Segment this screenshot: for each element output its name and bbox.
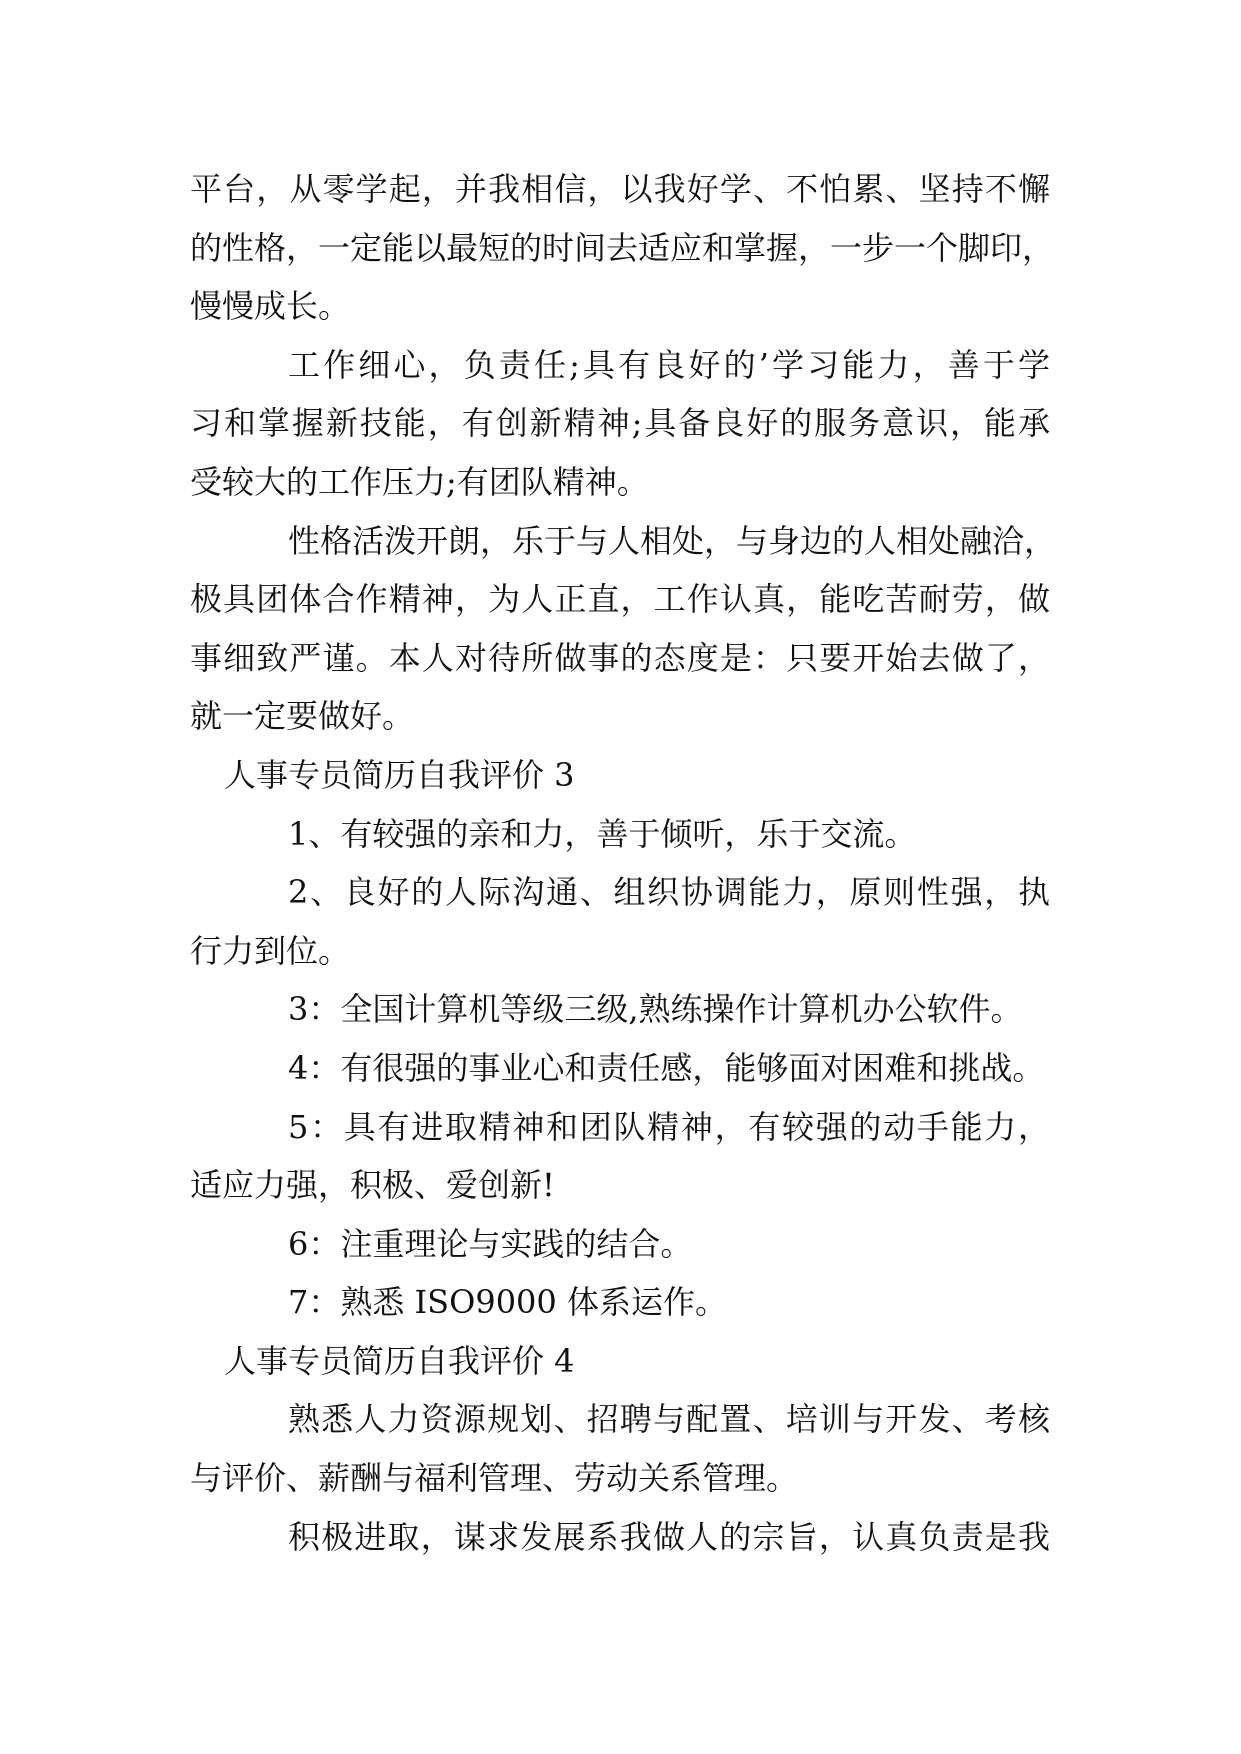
list-item: 3：全国计算机等级三级,熟练操作计算机办公软件。 xyxy=(288,990,1023,1029)
paragraph-line: 事细致严谨。本人对待所做事的态度是：只要开始去做了， xyxy=(190,638,1050,677)
list-item: 1、有较强的亲和力，善于倾听，乐于交流。 xyxy=(288,814,917,853)
paragraph-line: 与评价、薪酬与福利管理、劳动关系管理。 xyxy=(190,1459,799,1498)
section-heading: 人事专员简历自我评价 3 xyxy=(224,755,575,794)
section-heading: 人事专员简历自我评价 4 xyxy=(224,1341,575,1380)
paragraph-line: 受较大的工作压力;有团队精神。 xyxy=(190,462,649,501)
list-item-continuation: 适应力强，积极、爱创新! xyxy=(190,1166,555,1205)
paragraph-line: 习和掌握新技能，有创新精神;具备良好的服务意识，能承 xyxy=(190,404,1050,443)
paragraph-line: 积极进取，谋求发展系我做人的宗旨，认真负责是我 xyxy=(288,1517,1050,1556)
paragraph-line: 慢慢成长。 xyxy=(190,287,351,326)
paragraph-line: 工作细心，负责任;具有良好的’学习能力，善于学 xyxy=(288,345,1050,384)
list-item: 4：有很强的事业心和责任感，能够面对困难和挑战。 xyxy=(288,1048,1045,1087)
paragraph-line: 平台，从零学起，并我相信，以我好学、不怕累、坚持不懈 xyxy=(190,170,1050,208)
paragraph-line: 的性格，一定能以最短的时间去适应和掌握，一步一个脚印， xyxy=(190,228,1055,267)
paragraph-line: 就一定要做好。 xyxy=(190,697,415,736)
paragraph-line: 熟悉人力资源规划、招聘与配置、培训与开发、考核 xyxy=(288,1400,1050,1439)
list-item: 7：熟悉 ISO9000 体系运作。 xyxy=(288,1283,727,1322)
list-item: 2、良好的人际沟通、组织协调能力，原则性强，执 xyxy=(288,873,1050,912)
list-item-continuation: 行力到位。 xyxy=(190,931,351,970)
paragraph-line: 性格活泼开朗，乐于与人相处，与身边的人相处融洽， xyxy=(288,521,1057,560)
document-page xyxy=(190,160,1057,1566)
list-item: 5：具有进取精神和团队精神，有较强的动手能力， xyxy=(288,1107,1050,1146)
list-item: 6：注重理论与实践的结合。 xyxy=(288,1224,693,1263)
paragraph-line: 极具团体合作精神，为人正直，工作认真，能吃苦耐劳，做 xyxy=(190,580,1050,619)
